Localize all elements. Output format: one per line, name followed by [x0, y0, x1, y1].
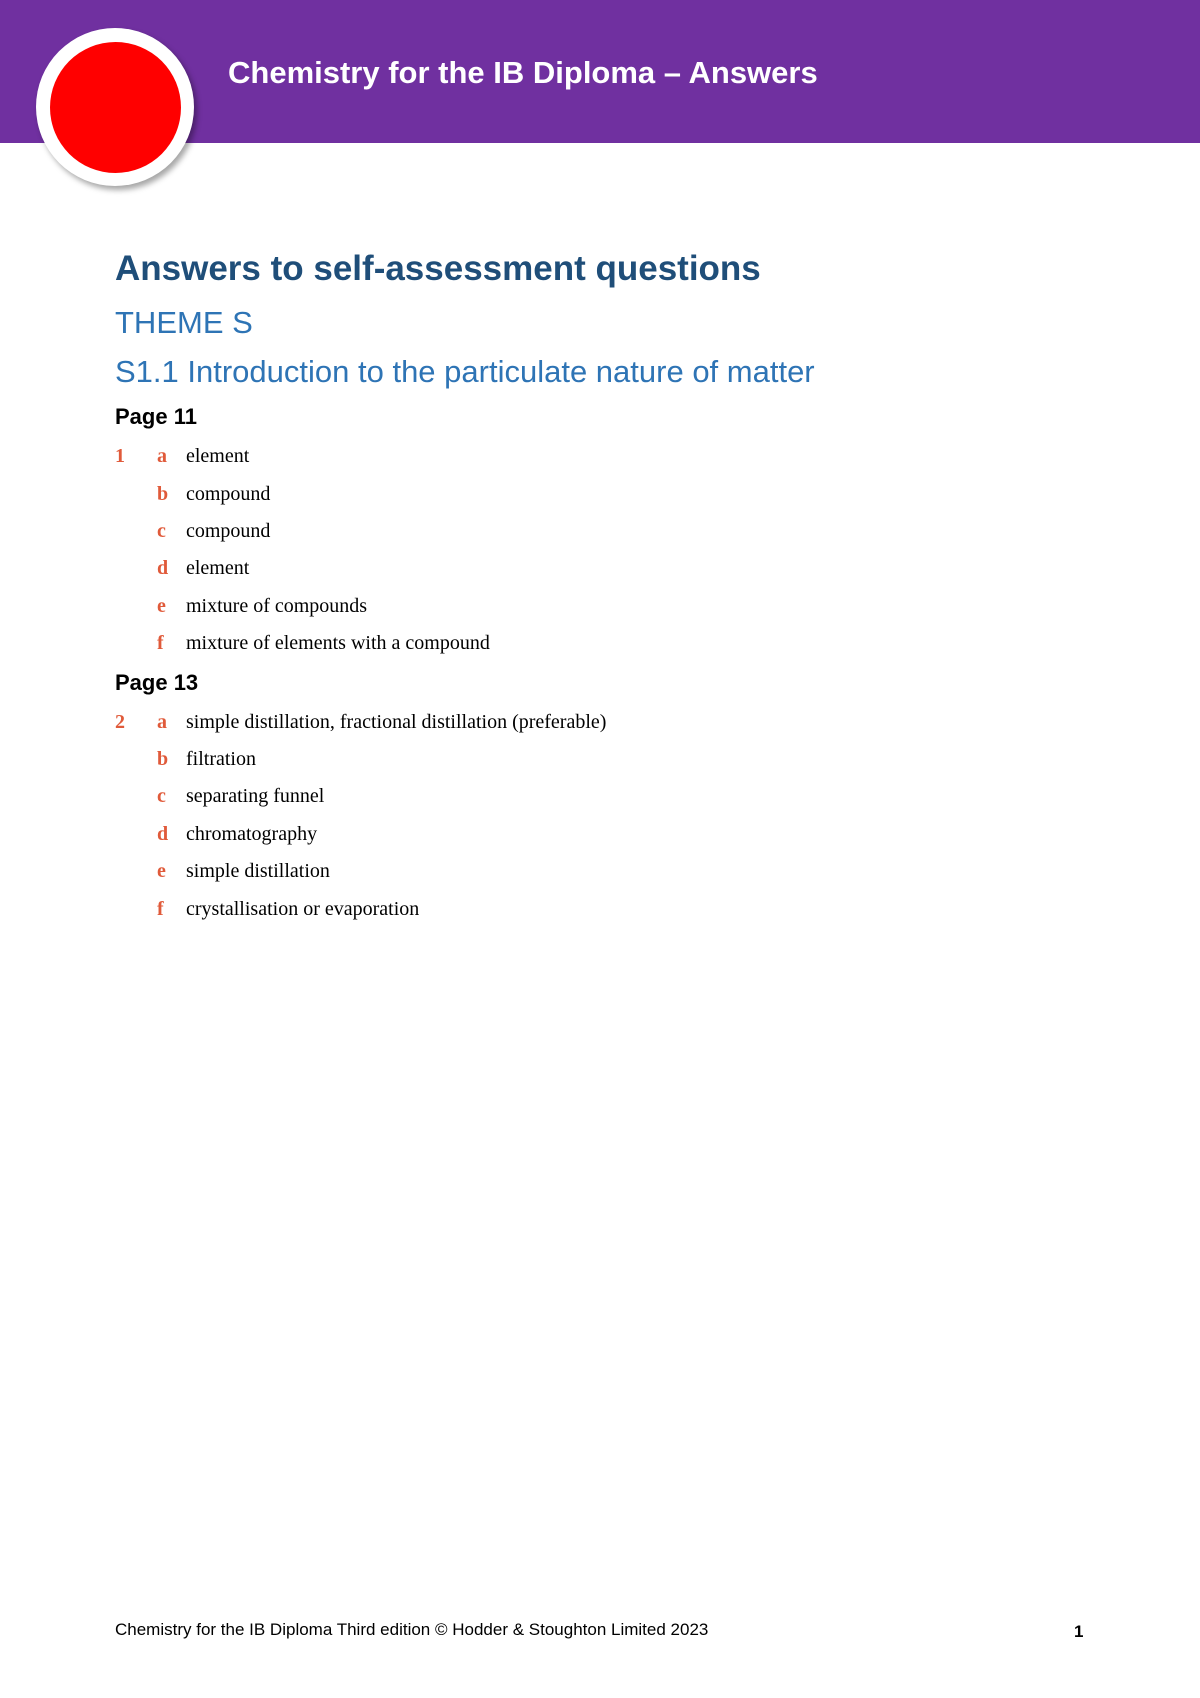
- answer-letter: b: [157, 748, 169, 770]
- footer-copyright: Chemistry for the IB Diploma Third edition © Hodder & Stoughton Limited 2023: [115, 1620, 709, 1639]
- answer-letter: b: [157, 483, 169, 505]
- section-heading: S1.1 Introduction to the particulate nature of matter: [115, 354, 815, 389]
- red-dot-logo-icon: [50, 42, 181, 173]
- answer-text: simple distillation: [186, 860, 330, 882]
- answer-letter: e: [157, 595, 166, 617]
- answer-text: element: [186, 445, 250, 467]
- answer-text: mixture of elements with a compound: [186, 632, 490, 654]
- page-title: Answers to self-assessment questions: [115, 249, 761, 288]
- answer-text: element: [186, 557, 250, 579]
- answer-text: crystallisation or evaporation: [186, 898, 420, 920]
- answer-text: mixture of compounds: [186, 595, 368, 617]
- answer-letter: e: [157, 860, 166, 882]
- list-item: [115, 557, 1015, 587]
- answer-text: compound: [186, 483, 271, 505]
- list-item: [115, 483, 1015, 513]
- answer-text: chromatography: [186, 823, 318, 845]
- list-item: [115, 823, 1015, 853]
- answer-letter: a: [157, 711, 167, 733]
- list-item: [115, 595, 1015, 625]
- answer-text: simple distillation, fractional distillation (preferable): [186, 711, 607, 733]
- answer-text: filtration: [186, 748, 256, 770]
- answer-letter: c: [157, 520, 166, 542]
- list-item: [115, 860, 1015, 890]
- list-item: [115, 632, 1015, 662]
- answer-letter: f: [157, 632, 164, 654]
- list-item: [115, 445, 1015, 475]
- answer-letter: d: [157, 823, 169, 845]
- list-item: [115, 785, 1015, 815]
- answer-text: compound: [186, 520, 271, 542]
- theme-heading: THEME S: [115, 305, 253, 340]
- list-item: [115, 898, 1015, 928]
- page-label: Page 13: [115, 670, 199, 695]
- page-label: Page 11: [115, 404, 197, 429]
- answer-text: separating funnel: [186, 785, 325, 807]
- list-item: [115, 520, 1015, 550]
- list-item: [115, 748, 1015, 778]
- question-number: 2: [115, 711, 125, 733]
- header-title: Chemistry for the IB Diploma – Answers: [228, 55, 818, 90]
- question-number: 1: [115, 445, 125, 467]
- answer-letter: a: [157, 445, 167, 467]
- list-item: [115, 711, 1015, 741]
- answer-letter: d: [157, 557, 169, 579]
- page-number: 1: [1074, 1622, 1084, 1641]
- answer-letter: c: [157, 785, 166, 807]
- answer-letter: f: [157, 898, 164, 920]
